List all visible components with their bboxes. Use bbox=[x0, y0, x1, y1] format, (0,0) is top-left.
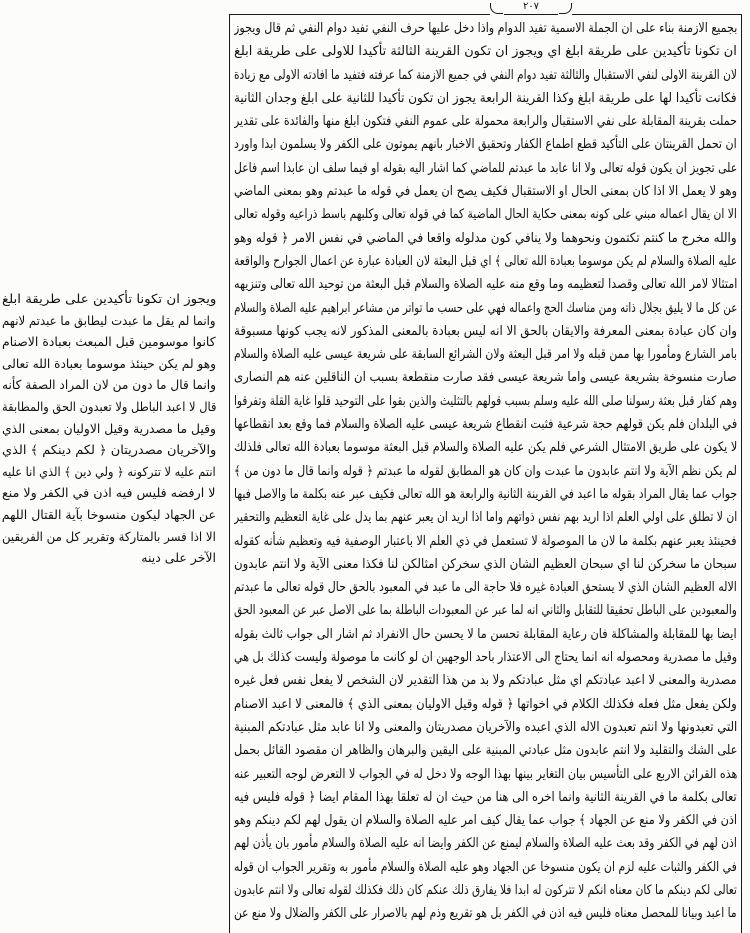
main-text-line: الاله العظيم الشان الذي لا يستحق العبادة غيره فلا حاجة الى ما عبد في المعبود بالحق حال قوله تعالى ما عبدتم bbox=[234, 580, 737, 596]
page-number: ٢٠٧ bbox=[504, 0, 558, 15]
main-text-line: وهم كفار قبل بعثة رسولنا صلى الله عليه وسلم بسبب قولهم بالتثليث والذين بقوا على التوحيد قلوا غاية القلة وتفرقوا bbox=[234, 393, 737, 409]
ornament-right-curl bbox=[559, 3, 572, 14]
main-text-line: لان القرينة الاولى لنفي الاستقبال والثالثة تفيد دوام النفي في جميع الازمنة كما عرفته فتفيد ما افادته الاولى مع زيادة bbox=[234, 67, 737, 83]
margin-note-line: وقيل ما مصدرية وقيل الاوليان بمعنى الذي bbox=[2, 420, 216, 436]
margin-note-line: وهو لم يكن حينئذ موسوما بعبادة الله تعالى bbox=[2, 355, 216, 371]
main-text-line: والله مخرج ما كنتم تكتمون ونحوهما ولا ينافي كون مدلوله واقعا في الماضي في نفس الامر ﴿ قوله وهو bbox=[234, 230, 737, 246]
main-text-line: تعالى لكم دينكم ما كان معناه انكم لا تتركون له ابدا فلا يفارق ذلك عنكم كان ذلك فكذلك لقوله تعالى ولا انتم عابدون bbox=[234, 882, 737, 898]
main-text-line: الا ان يقال اعماله مبني على كونه بمعنى حكاية الحال الماضية كما في قوله تعالى وكلبهم باسط ذراعيه وقوله تعالى bbox=[234, 207, 737, 223]
main-text-line: ان تكونا تأكيدين على طريقة ابلغ اي ويجوز ان تكون القرينة الثالثة تأكيدا للاولى على طريقة ابلغ bbox=[234, 44, 737, 60]
margin-note-line: والآخريان مصدريتان ﴿ لكم دينكم ﴾ الذي bbox=[2, 442, 216, 458]
main-text-line: حملت بقرينة المقابلة على نفي الاستقبال والرابعة محمولة على عموم النفي فتكون ابلغ منها والفائدة على تقدير bbox=[234, 114, 737, 130]
page-header-ornament bbox=[490, 0, 572, 15]
main-text-block bbox=[234, 17, 737, 926]
main-text-line: اذن في الكفر ولا منع عن الجهاد ﴾ جواب عما يقال كيف امر عليه الصلاة والسلام ان يقول لهم لكم دينكم وهو bbox=[234, 813, 737, 829]
main-text-line: في البلدان فلم يكن قولهم حجة شرعية فثبت انقطاع شريعة عيسى عليه الصلاة والسلام فما وقع بعد انقطاعها bbox=[234, 417, 737, 433]
margin-note-line: لا ارفضه فليس فيه اذن في الكفر ولا منع bbox=[2, 485, 216, 501]
main-text-line: امتثالا لامر الله تعالى وقصدا لتعظيمه وما وقع منه عليه الصلاة والسلام قبل البعثة من توحيد الله تعالى وتنزيهه bbox=[234, 277, 737, 293]
main-text-line: لم يكن نظم الآية ولا انتم عابدون ما عبدت وان كان هو المطابق لقوله ما عبدتم ﴿ قوله وانما قال ما دون من ﴾ bbox=[234, 463, 737, 479]
margin-note-line: عن الجهاد ليكون منسوخا بآية القتال اللهم bbox=[2, 506, 216, 522]
main-text-line: صارت منسوخة بشريعة عيسى واما شريعة عيسى فقد صارت منقطعة بسبب ان الناقلين عنه هم النصارى bbox=[234, 370, 737, 386]
main-text-line: عليه الصلاة والسلام لم يكن موسوما بعبادة الله تعالى ﴾ اي قبل البعثة لان العبادة عبارة عن اعمال الجوارح والواقعة bbox=[234, 253, 737, 269]
ornament-left-curl bbox=[490, 3, 503, 14]
main-text-line: وهو لا يعمل الا اذا كان بمعنى الحال او الاستقبال فكيف يصح ان يعمل في قوله ما عبدتم وهو بمعنى الماضي bbox=[234, 184, 737, 200]
main-text-line: تعالى بكلمة ما في القرينة الثانية وانما اخره الى هنا من حيث ان له تعلقا بهذا المقام ايضا ﴿ قوله فليس فيه bbox=[234, 789, 737, 805]
margin-note-line: الا اذا فسر بالمتاركة وتقرير كل من الفريقين bbox=[2, 528, 216, 544]
main-text-line: فحينئذ يعبر عنهم بكلمة ما لان ما الموصولة لا تستعمل في ذي العلم الا باعتبار الوصفية فيه وتعظيم شأنه كقوله bbox=[234, 533, 737, 549]
main-text-line: على الشك والتقليد ولا انتم عابدون مثل عبادتي المبنية على اليقين والبرهان والظاهر ان مقصود القائل بحمل bbox=[234, 743, 737, 759]
main-text-line: هذه القرائن الاربع على التأسيس بيان التغاير بينها بهذا الوجه ولا دخل له في الجواب لا التعرض لوجه التعبير عنه bbox=[234, 766, 737, 782]
margin-note-line: قال لا اعبد الباطل ولا تعبدون الحق والمطابقة bbox=[2, 398, 216, 414]
margin-note bbox=[2, 288, 216, 569]
main-text-line: عن كل ما لا يليق بجلال ذاته ومن مناسك الحج واعماله فهي على حسب ما تواتر من مشاعر ابراهيم عليه الصلاة والسلام bbox=[234, 300, 737, 316]
main-text-line: جواب عما يقال المراد بقوله ما اعبد في القرينة الثانية والرابعة هو الله تعالى فكيف عبر عنه بكلمة ما والاصل فيها bbox=[234, 486, 737, 502]
main-text-line: ان لا تطلق على اولي العلم اذا اريد بهم نفس ذواتهم واما اذا اريد ان يعبر عنهم بما يدل على غاية التعظيم والتحقير bbox=[234, 510, 737, 526]
main-text-line: والمعبودين على الباطل تحقيقا للتقابل والثاني انه لما عبر عن المعبودات الباطلة بما على الاصل عبر عن المعبود الحق bbox=[234, 603, 737, 619]
main-text-line: مصدرية والمعنى لا اعبد عبادتكم اي مثل عبادتكم ولا بد من هذا التقدير لان الشخص لا يفعل نفس فعل غيره bbox=[234, 673, 737, 689]
main-text-line: اذن لهم في الكفر وقد بعث عليه الصلاة والسلام ليمنع عن الكفر وايضا انه عليه الصلاة والسلام مأمور بان يأذن لهم bbox=[234, 836, 737, 852]
main-text-line: في الكفر والثبات عليه لزم ان يكون منسوخا عن الجهاد وهو عليه الصلاة والسلام مأمور به وتقرير الجواب ان قوله bbox=[234, 859, 737, 875]
margin-note-line: وانما قال ما دون من لان المراد الصفة كأنه bbox=[2, 377, 216, 393]
main-text-line: وقيل ما مصدرية ومحصوله انه انما يحتاج الى الاعتذار باحد الوجهين ان لو كانت ما موصولة وليست كذلك بل هي bbox=[234, 650, 737, 666]
margin-note-line: وانما لم يقل ما عبدت ليطابق ما عبدتم لانهم bbox=[2, 312, 216, 328]
main-text-line: بجميع الازمنة بناء على ان الجملة الاسمية تفيد الدوام واذا دخل عليها حرف النفي تفيد دوام النفي ثم قال ويجوز bbox=[234, 21, 737, 36]
main-text-line: ان تحمل القرينتان على التأكيد قطع اطماع الكفار وتحقيق الاخبار بانهم يموتون على الكفر ولا يسلمون ابدا واورد bbox=[234, 137, 737, 153]
margin-note-line: ويجوز ان تكونا تأكيدين على طريقة ابلغ bbox=[2, 291, 216, 306]
main-text-line: ايضا بها للمقابلة والمشاكلة فان رعاية المقابلة تحسن ما لا يحسن حال الانفراد ثم اشار الى جواب ثالث بقوله bbox=[234, 626, 737, 642]
margin-note-line: انتم عليه لا تتركونه ﴿ ولي دين ﴾ الذي انا عليه bbox=[2, 463, 216, 479]
margin-note-line: الآخر على دينه bbox=[141, 550, 216, 566]
main-text-line: على تجويز ان يكون قوله تعالى ولا انا عابد ما عبدتم للماضي كما اشار اليه بقوله او فيما سلف ان عابدا اسم فاعل bbox=[234, 160, 737, 176]
main-text-line: لا يكون على طريق الامتثال الشرعي فلم يكن عليه الصلاة والسلام قبل البعثة موسوما بعبادة الله تعالى فلذلك bbox=[234, 440, 737, 456]
main-text-line: فكانت تأكيدا لها على طريقة ابلغ وكذا القرينة الرابعة يجوز ان تكون تأكيدا للثانية على ابلغ وجدان الثانية bbox=[234, 90, 737, 106]
main-text-line: ما اعبد وبيانا للمحصل معناه فليس فيه اذن في الكفر بل هو تقريع وذم لهم بالاصرار على الكفر والضلال ولا منع عن bbox=[234, 906, 737, 922]
main-text-line: سبحان ما سخركن لنا اي سبحان العظيم الشان الذي سخركن امثالكن لنا فكذا معنى الآية ولا انتم عابدون bbox=[234, 556, 737, 572]
main-text-line: ولكن يفعل مثل فعله فكذلك الكلام في اخواتها ﴿ قوله وقيل الاوليان بمعنى الذي ﴾ فالمعنى لا اعبد الاصنام bbox=[234, 696, 737, 712]
main-text-line: التي تعبدونها ولا انتم تعبدون الاله الذي اعبده والآخريان مصدريتان والمعنى ولا انا عابد مثل عبادتكم المبنية bbox=[234, 719, 737, 735]
margin-note-line: كانوا موسومين قبل المبعث بعبادة الاصنام bbox=[2, 334, 216, 350]
main-text-line: وان كان عبادة بمعنى المعرفة والايقان بالحق الا انه ليس بعبادة بالمعنى المذكور لانه يجب كونها مسبوقة bbox=[234, 323, 737, 339]
main-text-line: بامر الشارع ومأمورا بها ممن قبله ولا امر قبل البعثة ولان الشرائع السابقة على شريعة عيسى عليه الصلاة والسلام bbox=[234, 347, 737, 363]
